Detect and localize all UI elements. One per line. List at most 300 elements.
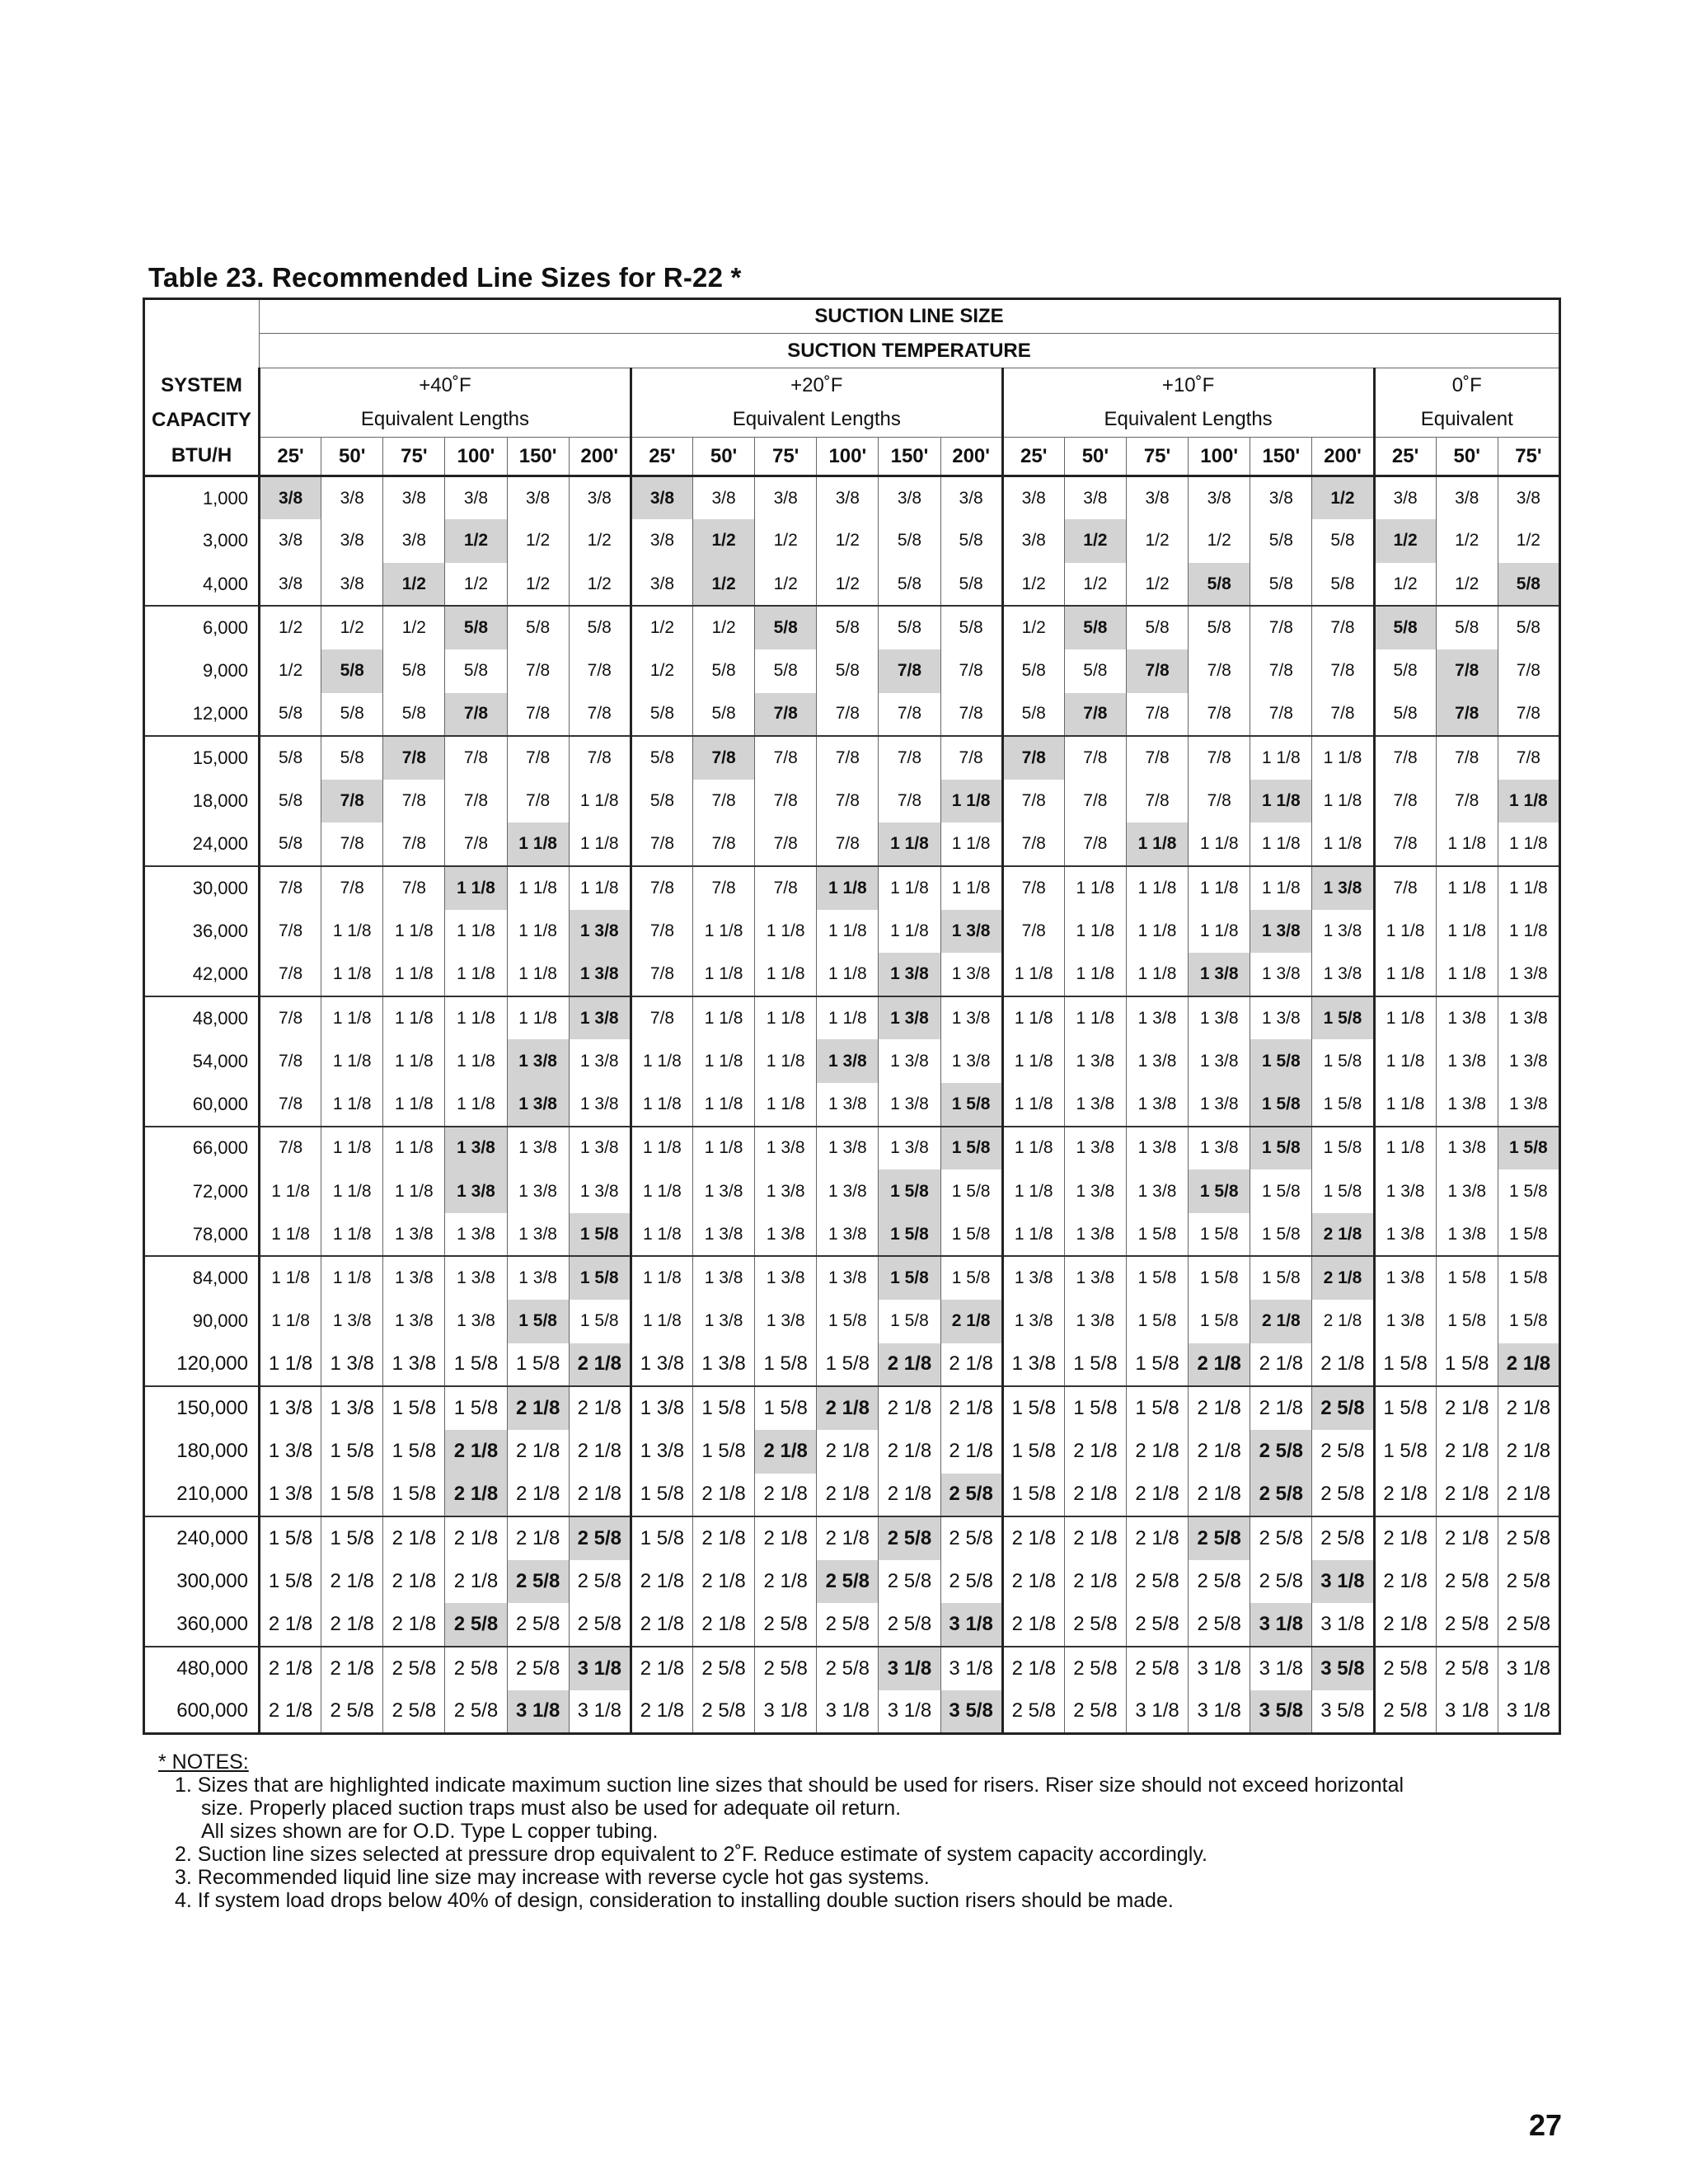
line-size-cell: 1 1/8 — [321, 953, 383, 996]
line-size-cell: 1 3/8 — [1436, 1127, 1498, 1170]
max-riser-size-cell: 1 5/8 — [1498, 1127, 1559, 1170]
line-size-cell: 1 3/8 — [321, 1300, 383, 1343]
max-riser-size-cell: 1 3/8 — [1189, 953, 1250, 996]
line-size-cell: 7/8 — [1189, 780, 1250, 823]
line-size-cell: 5/8 — [1189, 606, 1250, 649]
max-riser-size-cell: 7/8 — [692, 736, 754, 780]
line-size-cell: 2 1/8 — [1374, 1603, 1436, 1647]
line-size-cell: 5/8 — [879, 606, 940, 649]
line-size-cell: 1 3/8 — [1189, 1127, 1250, 1170]
line-size-cell: 1 5/8 — [1126, 1213, 1188, 1257]
line-size-cell: 2 5/8 — [1436, 1560, 1498, 1604]
line-size-cell: 2 5/8 — [1189, 1560, 1250, 1604]
line-size-cell: 2 1/8 — [445, 1560, 507, 1604]
line-size-cell: 1 3/8 — [879, 1039, 940, 1083]
line-size-cell: 1 3/8 — [1126, 1039, 1188, 1083]
line-size-cell: 5/8 — [1312, 519, 1374, 563]
max-riser-size-cell: 2 1/8 — [879, 1343, 940, 1387]
table-row — [144, 736, 1560, 780]
length-column-header: 100' — [817, 438, 879, 476]
line-size-cell: 1 3/8 — [631, 1430, 692, 1474]
line-size-cell: 1 1/8 — [631, 1127, 692, 1170]
line-size-cell: 5/8 — [817, 649, 879, 693]
line-size-cell: 2 5/8 — [1250, 1516, 1312, 1560]
line-size-cell: 2 1/8 — [631, 1603, 692, 1647]
line-size-cell: 7/8 — [507, 693, 569, 737]
line-size-table — [143, 298, 1561, 1735]
max-riser-size-cell: 1 5/8 — [1250, 1127, 1312, 1170]
line-size-cell: 1 3/8 — [569, 1083, 631, 1127]
line-size-cell: 2 1/8 — [383, 1560, 445, 1604]
line-size-cell: 2 5/8 — [692, 1690, 754, 1734]
line-size-cell: 1 3/8 — [1374, 1169, 1436, 1213]
line-size-cell: 7/8 — [383, 866, 445, 910]
line-size-cell: 3/8 — [260, 563, 321, 607]
line-size-cell: 1 3/8 — [507, 1127, 569, 1170]
line-size-cell: 7/8 — [817, 823, 879, 866]
line-size-cell: 7/8 — [383, 823, 445, 866]
max-riser-size-cell: 7/8 — [383, 736, 445, 780]
line-size-cell: 5/8 — [1250, 519, 1312, 563]
line-size-cell: 1 3/8 — [817, 1213, 879, 1257]
max-riser-size-cell: 2 5/8 — [1312, 1386, 1374, 1430]
line-size-cell: 2 5/8 — [1436, 1647, 1498, 1690]
line-size-cell: 2 1/8 — [383, 1603, 445, 1647]
line-size-cell: 3 1/8 — [1436, 1690, 1498, 1734]
line-size-cell: 5/8 — [1374, 649, 1436, 693]
line-size-cell: 1 1/8 — [817, 953, 879, 996]
max-riser-size-cell: 1 3/8 — [940, 910, 1002, 954]
max-riser-size-cell: 1 5/8 — [1312, 996, 1374, 1040]
line-size-cell: 1 1/8 — [1002, 1169, 1064, 1213]
line-size-cell: 1 1/8 — [383, 910, 445, 954]
line-size-cell: 1 5/8 — [1064, 1343, 1126, 1387]
note-line: 4. If system load drops below 40% of design, consideration to installing double suction risers should be made. — [175, 1889, 1174, 1912]
line-size-cell: 1 3/8 — [940, 1039, 1002, 1083]
line-size-cell: 2 5/8 — [1250, 1560, 1312, 1604]
max-riser-size-cell: 1 3/8 — [569, 953, 631, 996]
table-row — [144, 1127, 1560, 1170]
max-riser-size-cell: 1/2 — [445, 519, 507, 563]
line-size-cell: 1 3/8 — [1064, 1039, 1126, 1083]
line-size-cell: 2 1/8 — [1189, 1474, 1250, 1517]
line-size-cell: 1 1/8 — [507, 866, 569, 910]
line-size-cell: 1 5/8 — [1126, 1256, 1188, 1300]
line-size-cell: 7/8 — [879, 693, 940, 737]
line-size-cell: 3 1/8 — [1189, 1690, 1250, 1734]
length-column-header: 150' — [507, 438, 569, 476]
table-row — [144, 1169, 1560, 1213]
line-size-cell: 3/8 — [321, 519, 383, 563]
capacity-cell: 54,000 — [144, 1039, 260, 1083]
line-size-cell: 3 1/8 — [1250, 1647, 1312, 1690]
line-size-cell: 2 5/8 — [507, 1603, 569, 1647]
max-riser-size-cell: 2 1/8 — [445, 1474, 507, 1517]
line-size-cell: 1/2 — [507, 519, 569, 563]
line-size-cell: 1 1/8 — [631, 1300, 692, 1343]
line-size-cell: 7/8 — [260, 866, 321, 910]
line-size-cell: 1 3/8 — [755, 1213, 817, 1257]
line-size-cell: 7/8 — [1189, 693, 1250, 737]
line-size-cell: 1 3/8 — [383, 1343, 445, 1387]
line-size-cell: 2 1/8 — [879, 1430, 940, 1474]
max-riser-size-cell: 5/8 — [1374, 606, 1436, 649]
max-riser-size-cell: 2 5/8 — [1250, 1474, 1312, 1517]
max-riser-size-cell: 2 5/8 — [817, 1560, 879, 1604]
line-size-cell: 1 1/8 — [383, 1083, 445, 1127]
line-size-cell: 1 3/8 — [260, 1386, 321, 1430]
line-size-cell: 1 3/8 — [1126, 1169, 1188, 1213]
max-riser-size-cell: 1 1/8 — [817, 866, 879, 910]
line-size-cell: 2 1/8 — [1436, 1474, 1498, 1517]
line-size-cell: 1 1/8 — [1374, 953, 1436, 996]
line-size-cell: 1/2 — [631, 606, 692, 649]
line-size-cell: 7/8 — [631, 910, 692, 954]
max-riser-size-cell: 2 1/8 — [940, 1300, 1002, 1343]
line-size-cell: 7/8 — [1436, 736, 1498, 780]
max-riser-size-cell: 3 1/8 — [507, 1690, 569, 1734]
table-row — [144, 910, 1560, 954]
line-size-cell: 1 3/8 — [1498, 1083, 1559, 1127]
table-row — [144, 1083, 1560, 1127]
line-size-cell: 2 1/8 — [879, 1474, 940, 1517]
line-size-cell: 7/8 — [260, 910, 321, 954]
line-size-cell: 7/8 — [507, 736, 569, 780]
length-column-header: 25' — [1002, 438, 1064, 476]
capacity-cell: 360,000 — [144, 1603, 260, 1647]
line-size-cell: 1 1/8 — [631, 1256, 692, 1300]
line-size-cell: 1 1/8 — [692, 996, 754, 1040]
line-size-cell: 2 1/8 — [321, 1560, 383, 1604]
line-size-cell: 1 5/8 — [1002, 1386, 1064, 1430]
max-riser-size-cell: 1 3/8 — [569, 996, 631, 1040]
table-row — [144, 1603, 1560, 1647]
table-title: Table 23. Recommended Line Sizes for R-22 * — [148, 262, 742, 293]
line-size-cell: 2 5/8 — [1312, 1516, 1374, 1560]
line-size-cell: 2 5/8 — [569, 1560, 631, 1604]
line-size-cell: 1/2 — [1126, 563, 1188, 607]
line-size-cell: 2 5/8 — [1064, 1603, 1126, 1647]
line-size-cell: 7/8 — [1250, 693, 1312, 737]
line-size-cell: 1 5/8 — [1312, 1127, 1374, 1170]
length-column-header: 75' — [1126, 438, 1188, 476]
line-size-cell: 1/2 — [692, 606, 754, 649]
line-size-cell: 1 5/8 — [569, 1300, 631, 1343]
line-size-cell: 1 5/8 — [940, 1213, 1002, 1257]
line-size-cell: 1 1/8 — [1250, 866, 1312, 910]
line-size-cell: 2 5/8 — [1436, 1603, 1498, 1647]
line-size-cell: 5/8 — [692, 649, 754, 693]
line-size-cell: 1 3/8 — [321, 1386, 383, 1430]
line-size-cell: 1 3/8 — [569, 1039, 631, 1083]
line-size-cell: 2 5/8 — [1312, 1430, 1374, 1474]
line-size-cell: 7/8 — [1436, 780, 1498, 823]
line-size-cell: 2 5/8 — [755, 1647, 817, 1690]
max-riser-size-cell: 7/8 — [1436, 649, 1498, 693]
line-size-cell: 3/8 — [383, 519, 445, 563]
table-row — [144, 1690, 1560, 1734]
temperature-header: 0˚F — [1374, 368, 1559, 403]
length-column-header: 200' — [1312, 438, 1374, 476]
line-size-cell: 1 1/8 — [321, 1083, 383, 1127]
line-size-cell: 3 1/8 — [1312, 1603, 1374, 1647]
line-size-cell: 1 5/8 — [321, 1516, 383, 1560]
line-size-cell: 1 5/8 — [940, 1169, 1002, 1213]
line-size-cell: 1 3/8 — [755, 1169, 817, 1213]
table-row — [144, 1647, 1560, 1690]
max-riser-size-cell: 2 1/8 — [1250, 1300, 1312, 1343]
line-size-cell: 1 1/8 — [692, 1127, 754, 1170]
max-riser-size-cell: 1 5/8 — [1250, 1083, 1312, 1127]
line-size-cell: 7/8 — [631, 996, 692, 1040]
length-column-header: 50' — [692, 438, 754, 476]
line-size-cell: 1/2 — [1189, 519, 1250, 563]
line-size-cell: 1 3/8 — [1436, 1083, 1498, 1127]
table-row — [144, 953, 1560, 996]
capacity-cell: 15,000 — [144, 736, 260, 780]
line-size-cell: 1 1/8 — [445, 1039, 507, 1083]
line-size-cell: 2 1/8 — [1374, 1560, 1436, 1604]
line-size-cell: 7/8 — [569, 736, 631, 780]
line-size-cell: 3/8 — [692, 476, 754, 520]
max-riser-size-cell: 7/8 — [755, 693, 817, 737]
line-size-cell: 3/8 — [260, 519, 321, 563]
line-size-cell: 2 1/8 — [507, 1430, 569, 1474]
line-size-cell: 1/2 — [1436, 563, 1498, 607]
max-riser-size-cell: 2 1/8 — [507, 1386, 569, 1430]
max-riser-size-cell: 7/8 — [1002, 736, 1064, 780]
line-size-cell: 1 5/8 — [1189, 1213, 1250, 1257]
line-size-cell: 1/2 — [260, 606, 321, 649]
line-size-cell: 1 1/8 — [1498, 823, 1559, 866]
line-size-cell: 2 1/8 — [692, 1474, 754, 1517]
line-size-cell: 5/8 — [260, 823, 321, 866]
line-size-cell: 1 5/8 — [692, 1386, 754, 1430]
line-size-cell: 2 1/8 — [1002, 1647, 1064, 1690]
line-size-cell: 2 1/8 — [631, 1647, 692, 1690]
capacity-cell: 300,000 — [144, 1560, 260, 1604]
max-riser-size-cell: 1 5/8 — [569, 1256, 631, 1300]
line-size-cell: 7/8 — [631, 953, 692, 996]
max-riser-size-cell: 1 5/8 — [1250, 1039, 1312, 1083]
max-riser-size-cell: 7/8 — [1126, 649, 1188, 693]
max-riser-size-cell: 7/8 — [445, 693, 507, 737]
line-size-cell: 3 1/8 — [940, 1647, 1002, 1690]
line-size-cell: 7/8 — [692, 823, 754, 866]
line-size-cell: 1/2 — [755, 519, 817, 563]
line-size-cell: 2 1/8 — [692, 1560, 754, 1604]
line-size-cell: 1 5/8 — [755, 1343, 817, 1387]
line-size-cell: 1 1/8 — [1002, 1127, 1064, 1170]
line-size-cell: 1 5/8 — [321, 1430, 383, 1474]
line-size-cell: 1/2 — [1436, 519, 1498, 563]
row-header-blank — [144, 299, 260, 334]
line-size-cell: 1 3/8 — [817, 1127, 879, 1170]
line-size-cell: 2 1/8 — [1374, 1474, 1436, 1517]
line-size-cell: 7/8 — [1312, 649, 1374, 693]
line-size-cell: 3/8 — [321, 476, 383, 520]
line-size-cell: 2 1/8 — [817, 1430, 879, 1474]
line-size-cell: 3/8 — [383, 476, 445, 520]
line-size-cell: 1 1/8 — [1064, 953, 1126, 996]
line-size-cell: 2 1/8 — [1002, 1603, 1064, 1647]
max-riser-size-cell: 1 5/8 — [879, 1256, 940, 1300]
line-size-cell: 1 1/8 — [631, 1083, 692, 1127]
max-riser-size-cell: 2 1/8 — [755, 1430, 817, 1474]
line-size-cell: 1 1/8 — [1064, 866, 1126, 910]
line-size-cell: 7/8 — [569, 649, 631, 693]
max-riser-size-cell: 2 1/8 — [1498, 1343, 1559, 1387]
line-size-cell: 1 1/8 — [1436, 910, 1498, 954]
line-size-cell: 1 3/8 — [1374, 1213, 1436, 1257]
line-size-cell: 1 3/8 — [692, 1343, 754, 1387]
line-size-cell: 3/8 — [445, 476, 507, 520]
capacity-cell: 4,000 — [144, 563, 260, 607]
line-size-cell: 1 1/8 — [260, 1213, 321, 1257]
line-size-cell: 3/8 — [1002, 519, 1064, 563]
line-size-cell: 1 3/8 — [445, 1300, 507, 1343]
line-size-cell: 1 3/8 — [1064, 1083, 1126, 1127]
temperature-header: +10˚F — [1002, 368, 1374, 403]
line-size-cell: 3/8 — [755, 476, 817, 520]
line-size-cell: 2 1/8 — [817, 1474, 879, 1517]
capacity-cell: 60,000 — [144, 1083, 260, 1127]
row-header-blank — [144, 334, 260, 368]
note-line: 1. Sizes that are highlighted indicate maximum suction line sizes that should be used for risers. Riser size should not exceed horizontal — [175, 1774, 1404, 1797]
line-size-cell: 3 1/8 — [817, 1690, 879, 1734]
line-size-cell: 7/8 — [1498, 649, 1559, 693]
line-size-cell: 1 3/8 — [1436, 1039, 1498, 1083]
line-size-cell: 1 3/8 — [692, 1300, 754, 1343]
table-row — [144, 1256, 1560, 1300]
line-size-cell: 2 5/8 — [817, 1603, 879, 1647]
line-size-cell: 1 1/8 — [383, 1127, 445, 1170]
table-row — [144, 866, 1560, 910]
max-riser-size-cell: 3 5/8 — [1312, 1647, 1374, 1690]
line-size-cell: 1 1/8 — [1126, 866, 1188, 910]
line-size-cell: 1 1/8 — [692, 910, 754, 954]
line-size-cell: 2 1/8 — [692, 1516, 754, 1560]
capacity-cell: 600,000 — [144, 1690, 260, 1734]
length-column-header: 25' — [1374, 438, 1436, 476]
line-size-cell: 3 1/8 — [569, 1690, 631, 1734]
line-size-cell: 1 1/8 — [1374, 1083, 1436, 1127]
line-size-cell: 1 1/8 — [321, 1213, 383, 1257]
line-size-cell: 7/8 — [879, 736, 940, 780]
line-size-cell: 5/8 — [631, 780, 692, 823]
line-size-cell: 2 5/8 — [940, 1560, 1002, 1604]
max-riser-size-cell: 5/8 — [1064, 606, 1126, 649]
line-size-cell: 5/8 — [445, 649, 507, 693]
max-riser-size-cell: 3 5/8 — [1250, 1690, 1312, 1734]
line-size-cell: 1 3/8 — [507, 1256, 569, 1300]
line-size-cell: 1 1/8 — [321, 1256, 383, 1300]
table-row — [144, 693, 1560, 737]
line-size-cell: 7/8 — [1064, 736, 1126, 780]
line-size-cell: 1 3/8 — [260, 1474, 321, 1517]
line-size-cell: 1 5/8 — [1189, 1256, 1250, 1300]
line-size-cell: 1 3/8 — [1498, 953, 1559, 996]
max-riser-size-cell: 5/8 — [1498, 563, 1559, 607]
line-size-cell: 2 1/8 — [1436, 1430, 1498, 1474]
max-riser-size-cell: 2 1/8 — [1312, 1213, 1374, 1257]
line-size-cell: 1 3/8 — [755, 1256, 817, 1300]
max-riser-size-cell: 2 1/8 — [1189, 1343, 1250, 1387]
line-size-cell: 7/8 — [631, 823, 692, 866]
line-size-cell: 1 1/8 — [1374, 1039, 1436, 1083]
line-size-cell: 3/8 — [1436, 476, 1498, 520]
line-size-cell: 2 1/8 — [1374, 1516, 1436, 1560]
line-size-cell: 1/2 — [755, 563, 817, 607]
line-size-cell: 2 1/8 — [817, 1516, 879, 1560]
max-riser-size-cell: 3 1/8 — [1312, 1560, 1374, 1604]
line-size-cell: 1 1/8 — [755, 996, 817, 1040]
line-size-cell: 2 5/8 — [383, 1647, 445, 1690]
line-size-cell: 1 3/8 — [1064, 1256, 1126, 1300]
line-size-cell: 1 5/8 — [507, 1343, 569, 1387]
line-size-cell: 1 1/8 — [1250, 736, 1312, 780]
line-size-cell: 1/2 — [321, 606, 383, 649]
line-size-cell: 7/8 — [260, 1083, 321, 1127]
max-riser-size-cell: 3 1/8 — [879, 1647, 940, 1690]
line-size-cell: 1 5/8 — [1436, 1256, 1498, 1300]
line-size-cell: 1 3/8 — [383, 1300, 445, 1343]
capacity-cell: 66,000 — [144, 1127, 260, 1170]
max-riser-size-cell: 1 3/8 — [507, 1039, 569, 1083]
line-size-cell: 5/8 — [1498, 606, 1559, 649]
table-body — [144, 476, 1560, 1734]
line-size-cell: 7/8 — [1189, 649, 1250, 693]
line-size-cell: 2 1/8 — [755, 1516, 817, 1560]
max-riser-size-cell: 2 5/8 — [1250, 1430, 1312, 1474]
max-riser-size-cell: 1 5/8 — [507, 1300, 569, 1343]
max-riser-size-cell: 2 5/8 — [1189, 1516, 1250, 1560]
length-column-header: 200' — [569, 438, 631, 476]
line-size-cell: 1 3/8 — [507, 1213, 569, 1257]
line-size-cell: 2 1/8 — [755, 1474, 817, 1517]
max-riser-size-cell: 1/2 — [1064, 519, 1126, 563]
line-size-cell: 7/8 — [1374, 780, 1436, 823]
table-row — [144, 519, 1560, 563]
capacity-cell: 24,000 — [144, 823, 260, 866]
suction-temperature-header: SUCTION TEMPERATURE — [260, 334, 1560, 368]
table-row — [144, 1560, 1560, 1604]
line-size-cell: 1 1/8 — [1064, 996, 1126, 1040]
line-size-cell: 1 5/8 — [1374, 1430, 1436, 1474]
line-size-cell: 2 1/8 — [260, 1690, 321, 1734]
line-size-cell: 1 5/8 — [1498, 1169, 1559, 1213]
line-size-cell: 1 3/8 — [817, 1083, 879, 1127]
line-size-cell: 1 5/8 — [692, 1430, 754, 1474]
table-row — [144, 1213, 1560, 1257]
line-size-cell: 2 1/8 — [1312, 1343, 1374, 1387]
line-size-cell: 2 1/8 — [1064, 1430, 1126, 1474]
line-size-cell: 2 1/8 — [321, 1647, 383, 1690]
line-size-cell: 1 1/8 — [321, 1169, 383, 1213]
max-riser-size-cell: 2 1/8 — [445, 1430, 507, 1474]
line-size-cell: 5/8 — [1250, 563, 1312, 607]
table-row — [144, 563, 1560, 607]
line-size-cell: 7/8 — [817, 736, 879, 780]
line-size-cell: 7/8 — [755, 823, 817, 866]
notes-heading: * NOTES: — [158, 1750, 249, 1774]
line-size-cell: 2 5/8 — [1126, 1560, 1188, 1604]
max-riser-size-cell: 1/2 — [383, 563, 445, 607]
line-size-cell: 1/2 — [445, 563, 507, 607]
line-size-cell: 2 1/8 — [940, 1386, 1002, 1430]
line-size-cell: 1 1/8 — [1374, 910, 1436, 954]
temperature-header: +40˚F — [260, 368, 631, 403]
